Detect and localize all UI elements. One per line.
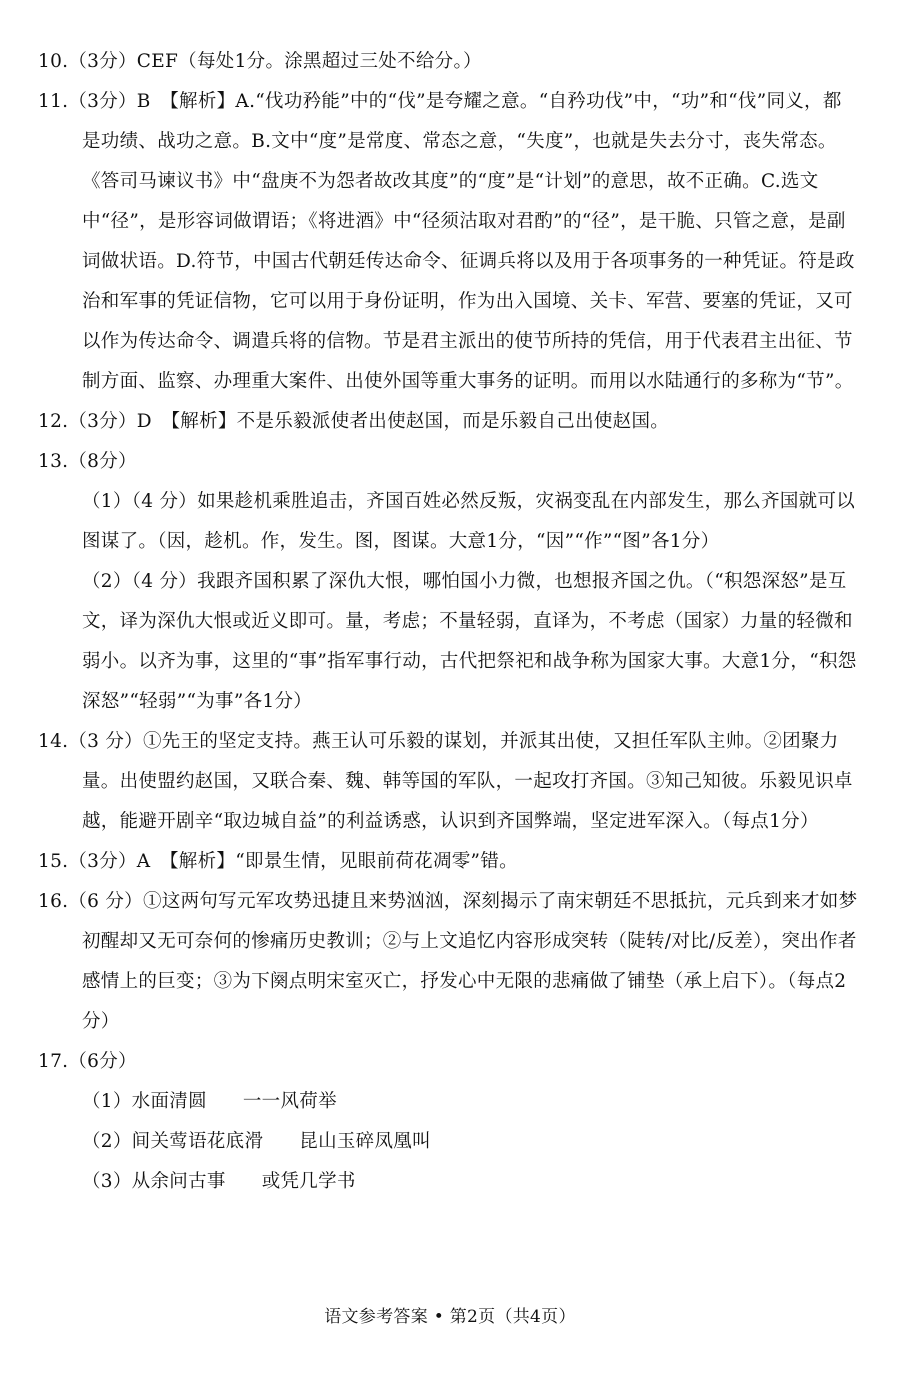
answer-first-line: 水面清圆 xyxy=(131,1091,207,1112)
question-17: 17.（6分） xyxy=(38,1051,137,1072)
question-17-answer-2 xyxy=(38,1122,860,1162)
question-12: 12.（3分）D 【解析】不是乐毅派使者出使赵国，而是乐毅自己出使赵国。 xyxy=(38,411,670,432)
question-16: 16.（6 分）①这两句写元军攻势迅捷且来势汹汹，深刻揭示了南宋朝廷不思抵抗，元兵到来才如梦初醒却又无可奈何的惨痛历史教训；②与上文追忆内容形成突转（陡转/对比/反差），突出作者感情上的巨变；③为下阕点明宋室灭亡，抒发心中无限的悲痛做了铺垫（承上启下）。（每点2分） xyxy=(38,891,858,1032)
question-13-part-1: （1）（4 分）如果趁机乘胜追击，齐国百姓必然反叛，灾祸变乱在内部发生，那么齐国就可以图谋了。（因，趁机。作，发生。图，图谋。大意1分，“因”“作”“图”各1分） xyxy=(82,491,856,552)
answer-second-line: 或凭几学书 xyxy=(261,1171,356,1192)
answer-first-line: 间关莺语花底滑 xyxy=(131,1131,264,1152)
question-11: 11.（3分）B 【解析】A.“伐功矜能”中的“伐”是夸耀之意。“自矜功伐”中，“功”和“伐”同义，都是功绩、战功之意。B.文中“度”是常度、常态之意，“失度”，也就是失去分寸，丧失常态。《答司马谏议书》中“盘庚不为怨者故改其度”的“度”是“计划”的意思，故不正确。C.选文中“径”，是形容词做谓语；《将进酒》中“径须沽取对君酌”的“径”，是干脆、只管之意，是副词做状语。D.符节，中国古代朝廷传达命令、征调兵将以及用于各项事务的一种凭证。符是政治和军事的凭证信物，它可以用于身份证明，作为出入国境、关卡、军营、要塞的凭证，又可以作为传达命令、调遣兵将的信物。节是君主派出的使节所持的凭信，用于代表君主出征、节制方面、监察、办理重大案件、出使外国等重大事务的证明。而用以水陆通行的多称为“节”。 xyxy=(38,91,855,392)
question-17-answer-3 xyxy=(38,1162,860,1202)
page-footer: 语文参考答案 • 第2页（共4页） xyxy=(324,1307,576,1327)
answer-number: （3） xyxy=(82,1171,132,1192)
question-14: 14.（3 分）①先王的坚定支持。燕王认可乐毅的谋划，并派其出使，又担任军队主帅。②团聚力量。出使盟约赵国，又联合秦、魏、韩等国的军队，一起攻打齐国。③知己知彼。乐毅见识卓越，能避开剧辛“取边城自益”的利益诱惑，认识到齐国弊端，坚定进军深入。（每点1分） xyxy=(38,731,853,832)
question-10: 10.（3分）CEF（每处1分。涂黑超过三处不给分。） xyxy=(38,51,482,72)
answer-first-line: 从余问古事 xyxy=(131,1171,226,1192)
answer-second-line: 一一风荷举 xyxy=(242,1091,337,1112)
question-15: 15.（3分）A 【解析】“即景生情，见眼前荷花凋零”错。 xyxy=(38,851,518,872)
question-13-part-2: （2）（4 分）我跟齐国积累了深仇大恨，哪怕国小力微，也想报齐国之仇。（“积怨深怒”是互文，译为深仇大恨或近义即可。量，考虑；不量轻弱，直译为，不考虑（国家）力量的轻微和弱小。以齐为事，这里的“事”指军事行动，古代把祭祀和战争称为国家大事。大意1分，“积怨深怒”“轻弱”“为事”各1分） xyxy=(82,571,857,712)
question-13: 13.（8分） xyxy=(38,451,137,472)
answer-number: （1） xyxy=(82,1091,132,1112)
answer-second-line: 昆山玉碎凤凰叫 xyxy=(299,1131,431,1152)
answer-number: （2） xyxy=(82,1131,132,1152)
question-17-answer-1 xyxy=(38,1082,860,1122)
